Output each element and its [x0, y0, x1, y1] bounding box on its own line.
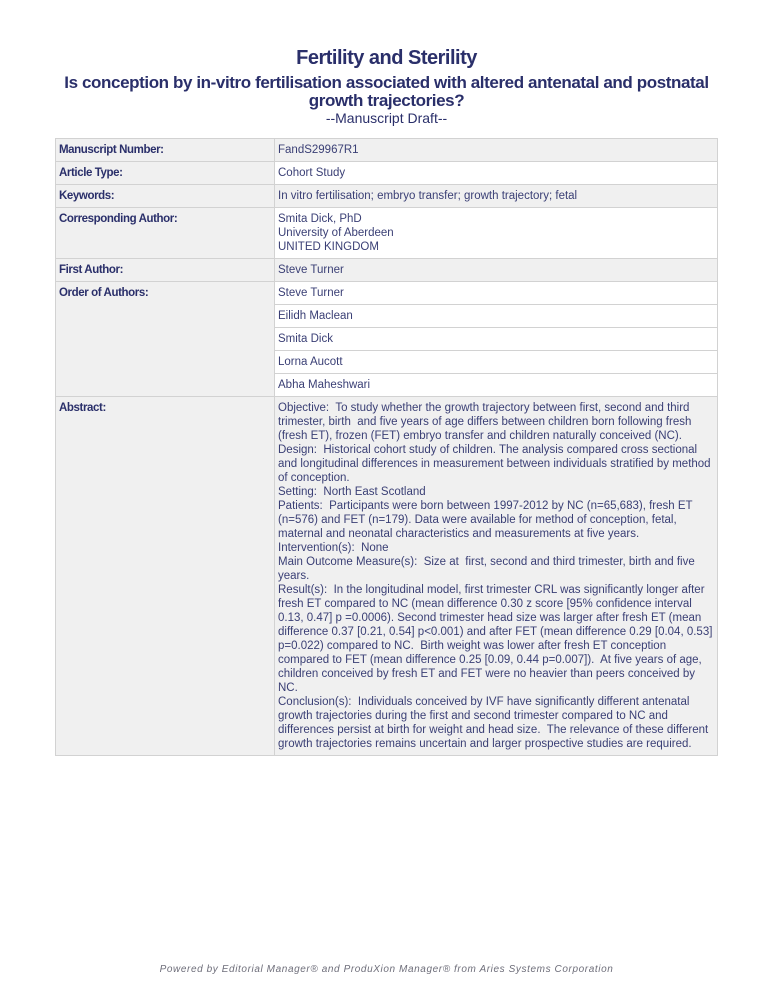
manuscript-number-label: Manuscript Number:: [56, 139, 275, 162]
draft-label: --Manuscript Draft--: [325, 110, 448, 126]
order-of-authors-label: Order of Authors:: [56, 282, 275, 397]
corresponding-author-institution: University of Aberdeen: [278, 227, 394, 239]
keywords-value: In vitro fertilisation; embryo transfer; growth trajectory; fetal: [275, 185, 718, 208]
journal-title: Fertility and Sterility: [296, 47, 477, 69]
corresponding-author-row: [56, 208, 718, 259]
corresponding-author-value: [275, 208, 718, 259]
document-header: [0, 46, 773, 126]
article-type-label: Article Type:: [56, 162, 275, 185]
first-author-value: Steve Turner: [275, 259, 718, 282]
author-item: Eilidh Maclean: [275, 305, 718, 328]
manuscript-number-row: [56, 139, 718, 162]
keywords-label: Keywords:: [56, 185, 275, 208]
corresponding-author-label: Corresponding Author:: [56, 208, 275, 259]
first-author-label: First Author:: [56, 259, 275, 282]
manuscript-number-value: FandS29967R1: [275, 139, 718, 162]
article-title: Is conception by in-vitro fertilisation associated with altered antenatal and postnatal growth trajectories?: [64, 73, 709, 110]
abstract-text: Objective: To study whether the growth trajectory between first, second and third trimester, birth and five years of age differs between children born following fresh (fresh ET), frozen (FET) embryo transfer and children naturally conceived (NC). Design: Historical cohort study of children. The analysis compared cross sectional and longitudinal differences in measurement between individuals stratified by method of conception. Setting: North East Scotland Patients: Participants were born between 1997-2012 by NC (n=65,683), fresh ET (n=576) and FET (n=179). Data were available for method of conception, fetal, maternal and neonatal characteristics and measurements at five years. Intervention(s): None Main Outcome Measure(s): Size at first, second and third trimester, birth and five years. Result(s): In the longitudinal model, first trimester CRL was significantly longer after fresh ET compared to NC (mean difference 0.30 z score [95% confidence interval 0.13, 0.47] p =0.0006). Second trimester head size was larger after fresh ET (mean difference 0.37 [0.21, 0.54] p<0.001) and after FET (mean difference 0.29 [0.04, 0.53] p=0.022) compared to NC. Birth weight was lower after fresh ET conception compared to FET (mean difference 0.25 [0.09, 0.44 p=0.007]). At five years of age, children conceived by fresh ET and FET were no heavier than peers conceived by NC. Conclusion(s): Individuals conceived by IVF have significantly different antenatal growth trajectories during the first and second trimester compared to NC and differences persist at birth for weight and head size. The relevance of these different growth trajectories remains uncertain and larger prospective studies are required.: [275, 397, 718, 756]
article-type-value: Cohort Study: [275, 162, 718, 185]
abstract-label: Abstract:: [56, 397, 275, 756]
manuscript-metadata-table: [55, 138, 718, 756]
page-footer: Powered by Editorial Manager® and ProduXion Manager® from Aries Systems Corporation: [159, 964, 614, 975]
author-item: Lorna Aucott: [275, 351, 718, 374]
abstract-row: [56, 397, 718, 756]
author-item: Steve Turner: [275, 282, 718, 305]
article-type-row: [56, 162, 718, 185]
corresponding-author-country: UNITED KINGDOM: [278, 241, 379, 253]
author-item: Smita Dick: [275, 328, 718, 351]
first-author-row: [56, 259, 718, 282]
keywords-row: [56, 185, 718, 208]
corresponding-author-name: Smita Dick, PhD: [278, 213, 362, 225]
author-item: Abha Maheshwari: [275, 374, 718, 397]
order-of-authors-row: [56, 282, 718, 305]
